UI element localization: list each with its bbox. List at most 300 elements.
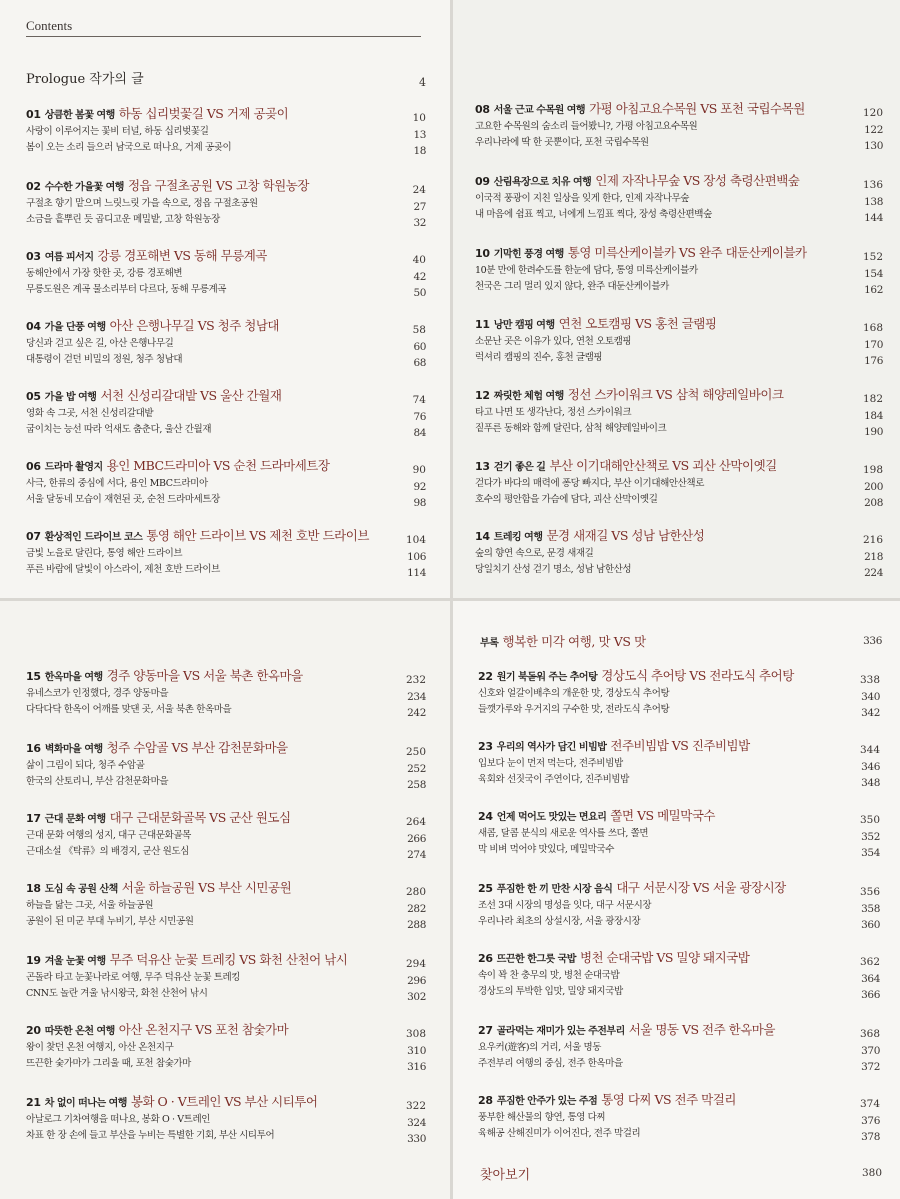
section-number: 08 — [475, 103, 490, 116]
section-page: 168 — [862, 322, 883, 334]
subsection-row[interactable] — [478, 772, 880, 788]
subsection-title: 서울 달동네 모습이 재현된 곳, 순천 드라마세트장 — [26, 494, 220, 505]
subsection-title: 유네스코가 인정했다, 경주 양동마을 — [26, 688, 169, 699]
subsection-row[interactable] — [26, 898, 426, 914]
section-theme: 산림욕장으로 치유 여행 — [493, 177, 592, 188]
section-theme: 트레킹 여행 — [493, 532, 543, 543]
toc-section — [475, 387, 883, 437]
subsection-row[interactable] — [475, 279, 883, 295]
section-number: 21 — [26, 1096, 41, 1109]
section-title-row[interactable] — [475, 316, 883, 334]
section-title-row[interactable] — [475, 173, 883, 191]
section-title: 서울 명동 VS 전주 한옥마을 — [628, 1022, 775, 1037]
section-title: 대구 서문시장 VS 서울 광장시장 — [616, 880, 786, 895]
section-title: 통영 해안 드라이브 VS 제천 호반 드라이브 — [146, 528, 369, 543]
subsection-page: 114 — [407, 567, 426, 579]
subsection-row[interactable] — [26, 1040, 426, 1056]
toc-section — [475, 245, 883, 295]
subsection-page: 84 — [413, 427, 426, 439]
prologue-label: Prologue 작가의 글 — [26, 72, 144, 87]
toc-section — [475, 528, 883, 578]
section-title: 경상도식 추어탕 VS 전라도식 추어탕 — [601, 668, 794, 683]
subsection-title: 경상도의 투박한 입맛, 밀양 돼지국밥 — [478, 986, 623, 997]
subsection-row[interactable] — [26, 686, 426, 702]
section-title: 경주 양동마을 VS 서울 북촌 한옥마을 — [106, 668, 303, 683]
subsection-title: 대통령이 걷던 비밀의 정원, 청주 청남대 — [26, 354, 183, 365]
subsection-row[interactable] — [26, 844, 426, 860]
section-page: 136 — [862, 179, 883, 191]
toc-section — [26, 248, 426, 298]
index-label: 찾아보기 — [480, 1168, 531, 1183]
subsection-title: 10분 만에 한려수도를 한눈에 담다, 통영 미륵산케이블카 — [475, 265, 698, 276]
subsection-page: 354 — [861, 847, 880, 859]
section-title: 서천 신성리갈대밭 VS 울산 간월재 — [100, 388, 282, 403]
section-number: 24 — [478, 810, 493, 823]
subsection-title: 금빛 노을로 달린다, 통영 해안 드라이브 — [26, 548, 183, 559]
subsection-title: CNN도 놀란 겨울 낚시왕국, 화천 산천어 낚시 — [26, 988, 208, 999]
subsection-title: 왕이 찾던 온천 여행지, 아산 온천지구 — [26, 1042, 174, 1053]
subsection-title: 짙푸른 동해와 함께 달린다, 삼척 해양레일바이크 — [475, 423, 667, 434]
subsection-title: 근대 문화 여행의 성지, 대구 근대문화골목 — [26, 830, 191, 841]
subsection-row[interactable] — [478, 1110, 880, 1126]
section-title-row[interactable] — [26, 528, 426, 546]
subsection-page: 170 — [864, 339, 883, 351]
subsection-page: 378 — [861, 1131, 880, 1143]
subsection-page: 76 — [413, 411, 426, 423]
subsection-row[interactable] — [478, 686, 880, 702]
subsection-page: 316 — [407, 1061, 426, 1073]
subsection-title: 신호와 얼갈이배추의 개운한 맛, 경상도식 추어탕 — [478, 688, 670, 699]
subsection-row[interactable] — [26, 1056, 426, 1072]
section-page: 40 — [412, 254, 426, 266]
section-page: 182 — [862, 393, 883, 405]
section-title-row[interactable] — [26, 1094, 426, 1112]
subsection-title: 당신과 걷고 싶은 길, 아산 은행나무길 — [26, 338, 174, 349]
section-title-row[interactable] — [478, 1092, 880, 1110]
subsection-page: 364 — [861, 973, 880, 985]
section-theme: 벽화마을 여행 — [44, 744, 103, 755]
section-title: 병천 순대국밥 VS 밀양 돼지국밥 — [579, 950, 750, 965]
subsection-row[interactable] — [475, 334, 883, 350]
subsection-row[interactable] — [26, 758, 426, 774]
contents-rule — [26, 36, 421, 37]
subsection-row[interactable] — [475, 492, 883, 508]
subsection-page: 324 — [407, 1117, 426, 1129]
subsection-row[interactable] — [475, 350, 883, 366]
toc-section — [26, 810, 426, 860]
subsection-page: 376 — [861, 1115, 880, 1127]
section-page: 90 — [412, 464, 426, 476]
prologue-page: 4 — [419, 76, 426, 89]
section-page: 104 — [405, 534, 426, 546]
section-theme: 걷기 좋은 길 — [493, 462, 546, 473]
subsection-page: 208 — [864, 497, 883, 509]
section-page: 344 — [859, 744, 880, 756]
subsection-row[interactable] — [478, 1126, 880, 1142]
section-theme: 기막힌 풍경 여행 — [493, 249, 564, 260]
section-theme: 뜨끈한 한그릇 국밥 — [496, 954, 576, 965]
section-page: 58 — [412, 324, 426, 336]
subsection-page: 176 — [864, 355, 883, 367]
section-page: 362 — [859, 956, 880, 968]
section-title: 대구 근대문화골목 VS 군산 원도심 — [109, 810, 291, 825]
section-number: 18 — [26, 882, 41, 895]
toc-section — [26, 318, 426, 368]
subsection-title: 걷다가 바다의 매력에 퐁당 빠지다, 부산 이기대해안산책로 — [475, 478, 704, 489]
section-page: 216 — [862, 534, 883, 546]
section-title-row[interactable] — [478, 880, 880, 898]
subsection-row[interactable] — [475, 263, 883, 279]
section-title: 아산 은행나무길 VS 청주 청남대 — [109, 318, 280, 333]
section-page: 198 — [862, 464, 883, 476]
section-title: 연천 오토캠핑 VS 홍천 글램핑 — [558, 316, 717, 331]
subsection-row[interactable] — [478, 898, 880, 914]
toc-section — [478, 738, 880, 788]
section-number: 03 — [26, 250, 41, 263]
section-title-row[interactable] — [478, 738, 880, 756]
subsection-row[interactable] — [475, 546, 883, 562]
subsection-title: 조선 3대 시장의 명성을 잇다, 대구 서문시장 — [478, 900, 652, 911]
section-page: 280 — [405, 886, 426, 898]
subsection-page: 302 — [407, 991, 426, 1003]
subsection-page: 13 — [413, 129, 426, 141]
section-title-row[interactable] — [478, 808, 880, 826]
subsection-page: 252 — [407, 763, 426, 775]
subsection-row[interactable] — [475, 562, 883, 578]
subsection-row[interactable] — [478, 968, 880, 984]
index-entry[interactable] — [480, 1164, 882, 1183]
subsection-row[interactable] — [475, 191, 883, 207]
subsection-title: 푸른 바람에 달빛이 아스라이, 제천 호반 드라이브 — [26, 564, 220, 575]
toc-section — [475, 458, 883, 508]
section-title-row[interactable] — [26, 1022, 426, 1040]
section-title-row[interactable] — [478, 1022, 880, 1040]
section-title: 강릉 경포해변 VS 동해 무릉계곡 — [97, 248, 267, 263]
subsection-page: 372 — [861, 1061, 880, 1073]
section-title: 정읍 구절초공원 VS 고창 학원농장 — [127, 178, 309, 193]
section-page: 368 — [859, 1028, 880, 1040]
section-number: 11 — [475, 318, 490, 331]
section-page: 294 — [405, 958, 426, 970]
subsection-row[interactable] — [475, 119, 883, 135]
subsection-row[interactable] — [26, 140, 426, 156]
subsection-title: 동해안에서 가장 핫한 곳, 강릉 경포해변 — [26, 268, 183, 279]
subsection-page: 370 — [861, 1045, 880, 1057]
subsection-page: 190 — [864, 426, 883, 438]
section-theme: 한옥마을 여행 — [44, 672, 103, 683]
section-theme: 여름 피서지 — [44, 252, 94, 263]
prologue-entry[interactable] — [26, 68, 426, 87]
toc-section — [26, 178, 426, 228]
section-title-row[interactable] — [26, 810, 426, 828]
subsection-row[interactable] — [26, 986, 426, 1002]
subsection-page: 138 — [864, 196, 883, 208]
section-title-row[interactable] — [26, 952, 426, 970]
subsection-row[interactable] — [26, 422, 426, 438]
section-title: 통영 미륵산케이블카 VS 완주 대둔산케이블카 — [567, 245, 807, 260]
subsection-row[interactable] — [26, 124, 426, 140]
subsection-page: 296 — [407, 975, 426, 987]
subsection-row[interactable] — [475, 207, 883, 223]
subsection-title: 굽이치는 능선 따라 억새도 춤춘다, 울산 간월재 — [26, 424, 212, 435]
section-title: 쫄면 VS 메밀막국수 — [610, 808, 715, 823]
section-title-row[interactable] — [26, 668, 426, 686]
section-title-row[interactable] — [26, 740, 426, 758]
section-title-row[interactable] — [26, 106, 426, 124]
section-number: 07 — [26, 530, 41, 543]
subsection-title: 곤돌라 타고 눈꽃나라로 여행, 무주 덕유산 눈꽃 트레킹 — [26, 972, 241, 983]
subsection-title: 천국은 그리 멀리 있지 않다, 완주 대둔산케이블카 — [475, 281, 669, 292]
section-number: 10 — [475, 247, 490, 260]
subsection-title: 소문난 곳은 이유가 있다, 연천 오토캠핑 — [475, 336, 632, 347]
toc-section — [26, 1022, 426, 1072]
section-title-row[interactable] — [475, 387, 883, 405]
subsection-title: 내 마음에 쉼표 찍고, 너에게 느낌표 찍다, 장성 축령산편백숲 — [475, 209, 712, 220]
section-number: 09 — [475, 175, 490, 188]
subsection-row[interactable] — [26, 352, 426, 368]
subsection-title: 막 비벼 먹어야 맛있다, 메밀막국수 — [478, 844, 614, 855]
subsection-row[interactable] — [475, 135, 883, 151]
subsection-page: 348 — [861, 777, 880, 789]
section-theme: 차 없이 떠나는 여행 — [44, 1098, 127, 1109]
section-title: 정선 스카이워크 VS 삼척 해양레일바이크 — [567, 387, 784, 402]
subsection-title: 입보다 눈이 먼저 먹는다, 전주비빔밥 — [478, 758, 623, 769]
subsection-page: 274 — [407, 849, 426, 861]
subsection-page: 358 — [861, 903, 880, 915]
section-title-row[interactable] — [26, 880, 426, 898]
subsection-title: 들깻가루와 우거지의 구수한 맛, 전라도식 추어탕 — [478, 704, 670, 715]
section-theme: 원기 북돋워 주는 추어탕 — [496, 672, 598, 683]
section-title-row[interactable] — [475, 458, 883, 476]
section-page: 374 — [859, 1098, 880, 1110]
subsection-row[interactable] — [26, 336, 426, 352]
subsection-page: 50 — [413, 287, 426, 299]
subsection-row[interactable] — [26, 828, 426, 844]
subsection-title: 근대소설 《탁류》의 배경지, 군산 원도심 — [26, 846, 189, 857]
section-title: 봉화 O · V트레인 VS 부산 시티투어 — [130, 1094, 318, 1109]
subsection-row[interactable] — [475, 405, 883, 421]
subsection-page: 340 — [861, 691, 880, 703]
subsection-page: 27 — [413, 201, 426, 213]
section-page: 264 — [405, 816, 426, 828]
section-theme: 드라마 촬영지 — [44, 462, 103, 473]
section-title: 부산 이기대해안산책로 VS 괴산 산막이옛길 — [549, 458, 777, 473]
subsection-row[interactable] — [475, 421, 883, 437]
section-title-row[interactable] — [478, 950, 880, 968]
subsection-page: 154 — [864, 268, 883, 280]
subsection-page: 342 — [861, 707, 880, 719]
section-theme: 겨울 눈꽃 여행 — [44, 956, 106, 967]
subsection-title: 사랑이 이루어지는 꽃비 터널, 하동 십리벚꽃길 — [26, 126, 209, 137]
subsection-title: 육해공 산해진미가 이어진다, 전주 막걸리 — [478, 1128, 641, 1139]
subsection-row[interactable] — [26, 914, 426, 930]
section-number: 25 — [478, 882, 493, 895]
section-page: 308 — [405, 1028, 426, 1040]
subsection-title: 이국적 풍광이 지친 일상을 잊게 한다, 인제 자작나무숲 — [475, 193, 690, 204]
page-quadrant-2 — [452, 0, 900, 600]
section-theme: 푸짐한 안주가 있는 주점 — [496, 1096, 598, 1107]
section-number: 19 — [26, 954, 41, 967]
subsection-page: 162 — [864, 284, 883, 296]
subsection-page: 60 — [413, 341, 426, 353]
section-title: 용인 MBC드라미아 VS 순천 드라마세트장 — [106, 458, 330, 473]
subsection-page: 130 — [864, 140, 883, 152]
section-title-row[interactable] — [26, 388, 426, 406]
section-number: 14 — [475, 530, 490, 543]
toc-section — [26, 106, 426, 156]
subsection-row[interactable] — [478, 984, 880, 1000]
subsection-title: 당일치기 산성 걷기 명소, 성남 남한산성 — [475, 564, 632, 575]
subsection-row[interactable] — [26, 1128, 426, 1144]
section-title-row[interactable] — [26, 178, 426, 196]
subsection-page: 144 — [864, 212, 883, 224]
subsection-row[interactable] — [478, 914, 880, 930]
subsection-row[interactable] — [26, 476, 426, 492]
subsection-row[interactable] — [26, 282, 426, 298]
section-page: 24 — [412, 184, 426, 196]
section-number: 06 — [26, 460, 41, 473]
section-page: 250 — [405, 746, 426, 758]
section-title: 서울 하늘공원 VS 부산 시민공원 — [121, 880, 292, 895]
subsection-title: 삶이 그림이 되다, 청주 수암골 — [26, 760, 145, 771]
subsection-row[interactable] — [475, 476, 883, 492]
section-title-row[interactable] — [26, 248, 426, 266]
contents-heading: Contents — [26, 18, 73, 33]
section-title: 아산 온천지구 VS 포천 참숯가마 — [118, 1022, 289, 1037]
toc-section — [26, 880, 426, 930]
section-number: 23 — [478, 740, 493, 753]
toc-section — [478, 808, 880, 858]
section-number: 15 — [26, 670, 41, 683]
section-number: 28 — [478, 1094, 493, 1107]
subsection-row[interactable] — [26, 970, 426, 986]
section-number: 20 — [26, 1024, 41, 1037]
section-page: 356 — [859, 886, 880, 898]
section-title-row[interactable] — [26, 318, 426, 336]
subsection-row[interactable] — [478, 826, 880, 842]
subsection-page: 234 — [407, 691, 426, 703]
section-number: 02 — [26, 180, 41, 193]
section-number: 05 — [26, 390, 41, 403]
section-title: 가평 아침고요수목원 VS 포천 국립수목원 — [589, 101, 805, 116]
subsection-row[interactable] — [26, 1112, 426, 1128]
page-quadrant-1 — [0, 0, 452, 600]
section-title-row[interactable] — [475, 101, 883, 119]
toc-section — [475, 173, 883, 223]
subsection-title: 아날로그 기차여행을 떠나요, 봉화 O · V트레인 — [26, 1114, 211, 1125]
subsection-row[interactable] — [26, 774, 426, 790]
section-theme: 가을 단풍 여행 — [44, 322, 106, 333]
subsection-title: 풍부한 해산물의 향연, 통영 다찌 — [478, 1112, 606, 1123]
subsection-row[interactable] — [26, 406, 426, 422]
subsection-page: 106 — [407, 551, 426, 563]
subsection-page: 288 — [407, 919, 426, 931]
section-page: 322 — [405, 1100, 426, 1112]
subsection-page: 184 — [864, 410, 883, 422]
appendix-entry[interactable] — [480, 632, 882, 650]
subsection-row[interactable] — [478, 1040, 880, 1056]
toc-section — [26, 668, 426, 718]
toc-section — [26, 388, 426, 438]
subsection-title: 주전부리 여행의 중심, 전주 한옥마을 — [478, 1058, 623, 1069]
subsection-row[interactable] — [478, 842, 880, 858]
subsection-page: 200 — [864, 481, 883, 493]
subsection-row[interactable] — [478, 702, 880, 718]
subsection-page: 122 — [864, 124, 883, 136]
subsection-page: 346 — [861, 761, 880, 773]
section-page: 232 — [405, 674, 426, 686]
subsection-title: 요우커(遊客)의 거리, 서울 명동 — [478, 1042, 602, 1053]
section-title-row[interactable] — [26, 458, 426, 476]
toc-section — [475, 316, 883, 366]
subsection-title: 한국의 산토리니, 부산 감천문화마을 — [26, 776, 169, 787]
section-title-row[interactable] — [478, 668, 880, 686]
section-page: 120 — [862, 107, 883, 119]
horizontal-divider — [0, 598, 900, 601]
subsection-row[interactable] — [26, 562, 426, 578]
subsection-row[interactable] — [478, 756, 880, 772]
subsection-page: 360 — [861, 919, 880, 931]
subsection-title: 호수의 평안함을 가슴에 담다, 괴산 산막이옛길 — [475, 494, 658, 505]
subsection-row[interactable] — [26, 492, 426, 508]
toc-section — [478, 950, 880, 1000]
section-theme: 짜릿한 체험 여행 — [493, 391, 564, 402]
subsection-page: 282 — [407, 903, 426, 915]
subsection-title: 차표 한 장 손에 들고 부산을 누비는 특별한 기회, 부산 시티투어 — [26, 1130, 275, 1141]
section-theme: 언제 먹어도 맛있는 면요리 — [496, 812, 607, 823]
subsection-title: 다닥다닥 한옥이 어깨를 맞댄 곳, 서울 북촌 한옥마을 — [26, 704, 232, 715]
section-number: 17 — [26, 812, 41, 825]
subsection-row[interactable] — [26, 212, 426, 228]
subsection-row[interactable] — [478, 1056, 880, 1072]
section-theme: 서울 근교 수목원 여행 — [493, 105, 586, 116]
section-page: 74 — [412, 394, 426, 406]
subsection-row[interactable] — [26, 266, 426, 282]
section-number: 26 — [478, 952, 493, 965]
toc-section — [478, 1022, 880, 1072]
section-title-row[interactable] — [475, 245, 883, 263]
section-title: 하동 십리벚꽃길 VS 거제 공곶이 — [118, 106, 289, 121]
subsection-title: 럭셔리 캠핑의 진수, 홍천 글램핑 — [475, 352, 603, 363]
subsection-page: 366 — [861, 989, 880, 1001]
subsection-page: 224 — [864, 567, 883, 579]
section-theme: 우리의 역사가 담긴 비빔밥 — [496, 742, 607, 753]
subsection-page: 92 — [413, 481, 426, 493]
section-page: 10 — [412, 112, 426, 124]
section-theme: 환상적인 드라이브 코스 — [44, 532, 143, 543]
section-title-row[interactable] — [475, 528, 883, 546]
subsection-title: 고요한 수목원의 숨소리 들어봤니?, 가평 아침고요수목원 — [475, 121, 698, 132]
subsection-page: 310 — [407, 1045, 426, 1057]
toc-section — [26, 528, 426, 578]
subsection-row[interactable] — [26, 546, 426, 562]
subsection-row[interactable] — [26, 702, 426, 718]
appendix-page: 336 — [863, 635, 882, 647]
section-theme: 골라먹는 재미가 있는 주전부리 — [496, 1026, 625, 1037]
section-number: 16 — [26, 742, 41, 755]
subsection-title: 하늘을 닮는 그곳, 서울 하늘공원 — [26, 900, 154, 911]
subsection-title: 영화 속 그곳, 서천 신성리갈대밭 — [26, 408, 154, 419]
subsection-title: 공원이 된 미군 부대 누비기, 부산 시민공원 — [26, 916, 194, 927]
subsection-title: 무릉도원은 계곡 물소리부터 다르다, 동해 무릉계곡 — [26, 284, 227, 295]
subsection-title: 뜨끈한 숯가마가 그리울 때, 포천 참숯가마 — [26, 1058, 191, 1069]
toc-section — [475, 101, 883, 151]
toc-section — [26, 1094, 426, 1144]
subsection-row[interactable] — [26, 196, 426, 212]
section-number: 01 — [26, 108, 41, 121]
section-number: 04 — [26, 320, 41, 333]
section-number: 22 — [478, 670, 493, 683]
